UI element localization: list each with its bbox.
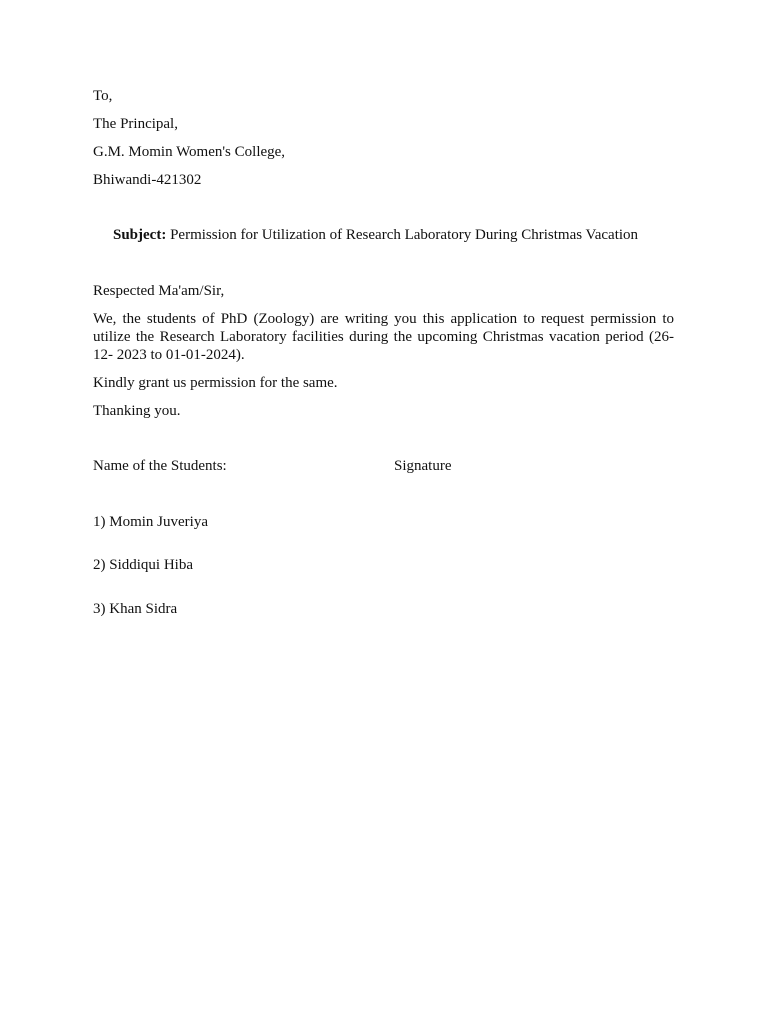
students-name-header: Name of the Students:: [93, 458, 227, 474]
body-request: Kindly grant us permission for the same.: [93, 375, 338, 391]
salutation: Respected Ma'am/Sir,: [93, 283, 225, 299]
signature-header: Signature: [394, 458, 452, 474]
subject-label: Subject:: [113, 227, 167, 243]
student-item: 2) Siddiqui Hiba: [93, 557, 193, 573]
student-item: 1) Momin Juveriya: [93, 514, 208, 530]
body-closing: Thanking you.: [93, 403, 181, 419]
address-city: Bhiwandi-421302: [93, 172, 202, 188]
subject-line: [113, 226, 638, 244]
address-recipient: The Principal,: [93, 116, 178, 132]
body-paragraph: We, the students of PhD (Zoology) are writing you this application to request permission to utilize the Research Laboratory facilities during the upcoming Christmas vacation period (26-12- 2023 to 01-01-2024).: [93, 311, 674, 363]
address-to: To,: [93, 88, 113, 104]
subject-text: Permission for Utilization of Research Laboratory During Christmas Vacation: [166, 227, 639, 243]
address-college: G.M. Momin Women's College,: [93, 144, 286, 160]
student-item: 3) Khan Sidra: [93, 601, 178, 617]
